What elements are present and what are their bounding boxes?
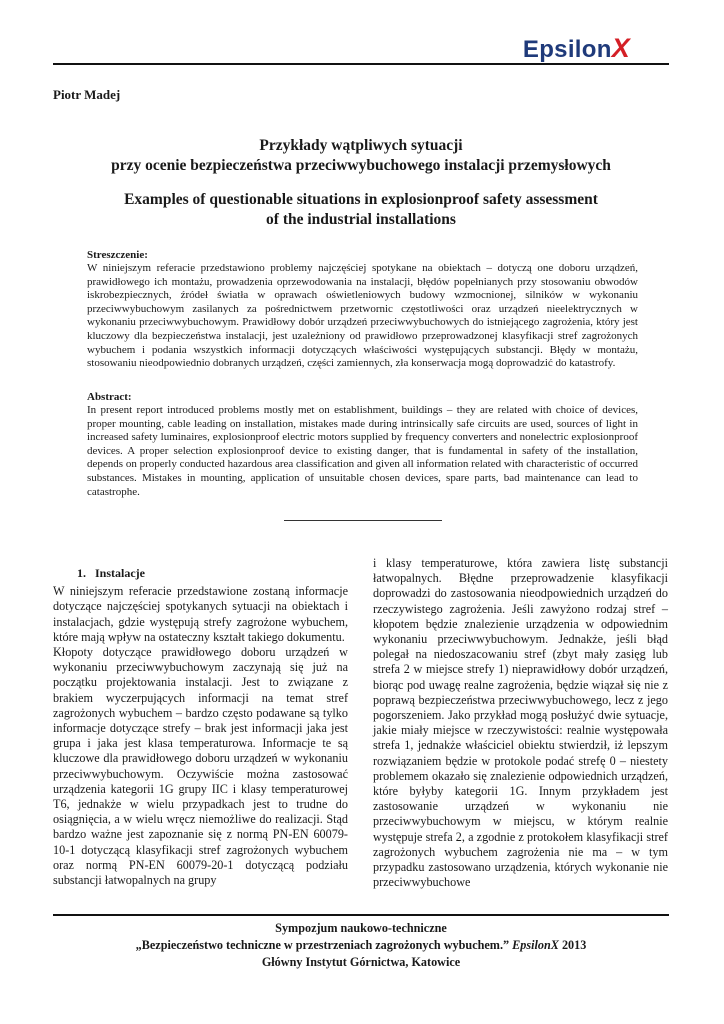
- section-heading-instalacje: 1. Instalacje: [77, 566, 145, 580]
- title-polish-line1: Przykłady wątpliwych sytuacji: [259, 137, 463, 154]
- footer-line2: [53, 937, 669, 954]
- title-english-line2: of the industrial installations: [266, 211, 456, 228]
- logo-accent-text: X: [611, 33, 630, 63]
- body-paragraph: i klasy temperaturowe, która zawiera listę substancji łatwopalnych. Błędne przeprowadzenie klasyfikacji doprowadzi do zastosowania nieodpowiednich urządzeń do rzeczywistego zagrożenia. Jeśli zawyżono rodzaj stref – kłopotem będzie znalezienie urządzenia w odpowiednim wykonaniu przeciwwybuchowym. Jednakże, jeśli błąd polegał na niedoszacowaniu stref (zbyt mały zasięg lub strefa 2 w miejsce strefy 1) nieprawidłowy dobór urządzeń, biorąc pod uwagę realne zagrożenia, będzie wiązał się nie z poprawą bezpieczeństwa przeciwwybuchowego, lecz z jego pogorszeniem. Jako przykład mogą posłużyć dwie sytuacje, jakie miały miejsce w rzeczywistości: realnie występowała strefa 1, jednakże właściciel obiektu stwierdził, iż lepszym rozwiązaniem będzie w protokole podać strefę 0 – niestety problemem okazało się znalezienie odpowiednich urządzeń, które byłyby kategorii 1G. Innym przykładem jest zastosowanie urządzeń w wykonaniu nie przeciwwybuchowym w miejscu, w którym realnie występuje strefa 2, a zgodnie z protokołem klasyfikacji stref zagrożonych wybuchem zagrożenia nie ma – w tym przypadku zastosowano urządzenia, których wykonanie nie przeciwwybuchowe: [373, 556, 668, 890]
- streszczenie-label: Streszczenie:: [87, 249, 148, 261]
- body-paragraph: W niniejszym referacie przedstawione zostaną informacje dotyczące najczęściej spotykanych sytuacji na obiektach i instalacjach, gdzie występują strefy zagrożone wybuchem, które mają wpływ na ostateczny kształt takiego dokumentu.: [53, 584, 348, 644]
- footer: [53, 920, 669, 971]
- body-paragraph: Kłopoty dotyczące prawidłowego doboru urządzeń w wykonaniu przeciwwybuchowym zaczynają się już na początku projektowania instalacji. Jest to związane z brakiem wyczerpujących informacji na temat stref zagrożonych wybuchem – bardzo często podawane są tylko informacje dotyczące strefy – brak jest informacji jaka jest grupa i jaka jest klasa temperaturowa. Informacje te są kluczowe dla prawidłowego doboru urządzeń w wykonaniu przeciwwybuchowym. Oczywiście można zastosować urządzenia kategorii 1G grupy IIC i klasy temperaturowej T6, jednakże w wielu przypadkach jest to trudne do osiągnięcia, a w wielu wręcz niemożliwe do realizacji. Stąd bardzo ważne jest zapoznanie się z normą PN-EN 60079-10-1 dotyczącą klasyfikacji stref zagrożonych wybuchem oraz normą PN-EN 60079-20-1 dotyczącą podziału substancji łatwopalnych na grupy: [53, 645, 348, 888]
- logo-main-text: Epsilon: [522, 36, 612, 63]
- footer-line3: Główny Instytut Górnictwa, Katowice: [261, 955, 461, 969]
- streszczenie-block: [87, 249, 638, 371]
- abstract-block: [87, 391, 638, 499]
- title-english: [53, 190, 669, 230]
- body-column-left: [53, 556, 348, 888]
- abstract-label: Abstract:: [87, 391, 132, 403]
- abstract-divider: [284, 520, 442, 521]
- epsilonx-logo: [480, 34, 630, 64]
- header-rule: [53, 63, 669, 65]
- title-english-line1: Examples of questionable situations in explosionproof safety assessment: [124, 191, 598, 208]
- streszczenie-text: W niniejszym referacie przedstawiono problemy najczęściej spotykane na obiektach – dotyczą one doboru urządzeń, prawidłowego ich montażu, prowadzenia oprzewodowania na instalacji, błędów popełnianych przy stosowaniu obwodów iskrobezpiecznych, źródeł światła w oprawach oświetleniowych budowy wzmocnionej, silników w wykonaniu przeciwwybuchowym zasilanych za pośrednictwem przetwornic częstotliwości oraz urządzeń nieelektrycznych w wykonaniu przeciwwybuchowym. Prawidłowy dobór urządzeń przeciwwybuchowych do istniejącego zagrożenia, który jest kluczowy dla bezpieczeństwa instalacji, jest uzależniony od prawidłowo przeprowadzonej klasyfikacji stref zagrożonych wybuchem i podania wszystkich informacji dotyczących właściwości występujących substancji. Błędy w montażu, stosowaniu nieodpowiednio dobranych urządzeń, części zamiennych, zła konserwacja mogą doprowadzić do katastrofy.: [87, 262, 638, 370]
- footer-line1: Sympozjum naukowo-techniczne: [275, 921, 447, 935]
- title-polish: [53, 136, 669, 176]
- footer-brand: EpsilonX: [512, 938, 559, 952]
- author-name: Piotr Madej: [53, 87, 121, 102]
- footer-symposium-title: „Bezpieczeństwo techniczne w przestrzeniach zagrożonych wybuchem.”: [135, 938, 510, 952]
- footer-year: 2013: [561, 938, 587, 952]
- footer-rule: [53, 914, 669, 916]
- abstract-text: In present report introduced problems mostly met on establishment, buildings – they are related with choice of devices, proper mounting, cable leading on installation, mistakes made during intrinsically safe circuits are used, sources of light in increased safety luminaires, explosionproof electric motors supplied by frequency converters and nonelectric explosionproof devices. A proper selection explosionproof device to existing danger, that is fundamental in safety of the installation, depends on properly conducted hazardous area classification and given all information related with characteristic of occurred substances. Mistakes in mounting, application of unsuitable chosen devices, spare parts, bad maintenance can lead to catastrophe.: [87, 404, 638, 498]
- title-polish-line2: przy ocenie bezpieczeństwa przeciwwybuchowego instalacji przemysłowych: [111, 157, 611, 174]
- body-column-right: [373, 556, 668, 890]
